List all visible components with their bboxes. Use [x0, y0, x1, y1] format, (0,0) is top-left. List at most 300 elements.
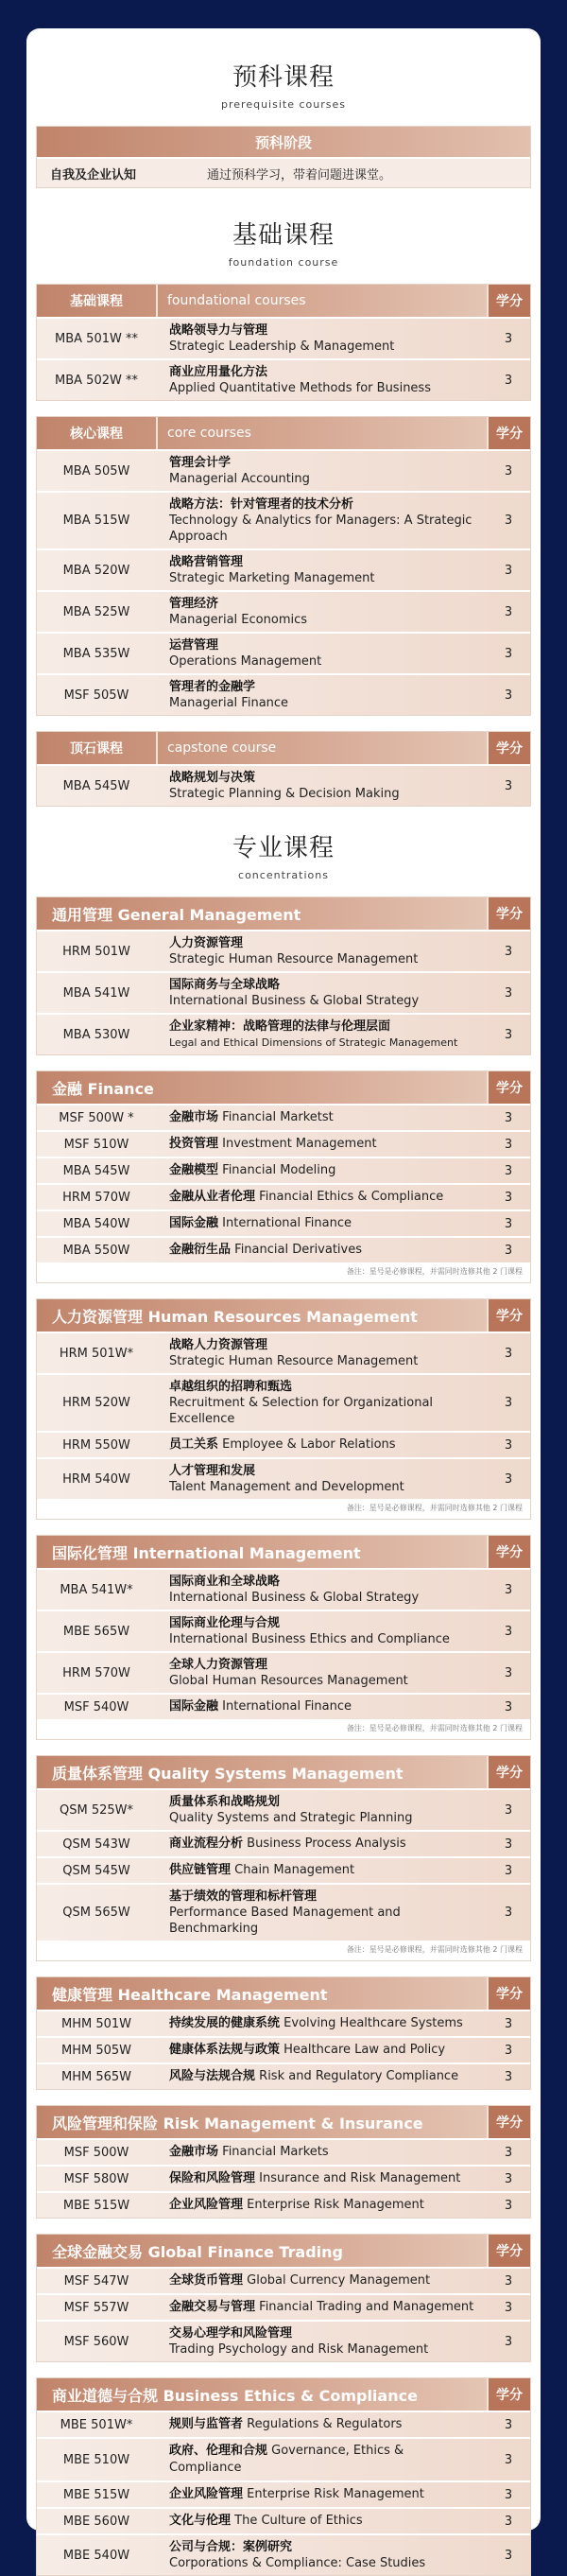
course-credit: 3	[504, 2198, 513, 2213]
course-row	[37, 1183, 530, 1210]
course-name	[156, 1885, 487, 1941]
course-row	[37, 548, 530, 590]
course-code: HRM 540W	[62, 1471, 130, 1487]
course-name	[156, 2269, 487, 2293]
course-title-en: Enterprise Risk Management	[247, 2487, 424, 2501]
course-row	[37, 1788, 530, 1830]
course-code: MBA 541W	[62, 985, 130, 1001]
table-note: 备注：星号是必修课程，并需同时选修其他 2 门课程	[37, 1941, 530, 1960]
course-title-zh: 战略方法：针对管理者的技术分析	[169, 497, 354, 512]
course-title-zh: 全球人力资源管理	[169, 1658, 268, 1672]
course-title-zh: 文化与伦理	[169, 2514, 232, 2528]
course-credit: 3	[504, 1699, 513, 1714]
course-title-line	[169, 2513, 479, 2530]
course-title-en: Corporations & Compliance: Case Studies	[169, 2556, 426, 2570]
course-row	[37, 2191, 530, 2218]
course-title-zh: 战略领导力与管理	[169, 323, 268, 338]
group-label: 风险管理和保险 Risk Management & Insurance	[52, 2114, 423, 2132]
course-title-en: Strategic Leadership & Management	[169, 339, 395, 354]
course-name	[156, 1790, 487, 1830]
course-code: QSM 543W	[62, 1836, 130, 1852]
table-note: 备注：星号是必修课程，并需同时选修其他 2 门课程	[37, 1719, 530, 1739]
group-label: capstone course	[156, 732, 487, 764]
course-title-en: Financial Markets	[222, 2145, 329, 2159]
course-credit: 3	[504, 2417, 513, 2432]
credit-header: 学分	[487, 2378, 530, 2411]
prereq-row-label: 自我及企业认知	[50, 167, 137, 183]
course-name	[156, 451, 487, 491]
course-code: MSF 580W	[63, 2171, 129, 2186]
course-name	[156, 1832, 487, 1856]
credit-header: 学分	[487, 1977, 530, 2010]
course-title-en: Evolving Healthcare Systems	[284, 2016, 463, 2030]
prereq-subtitle: prerequisite courses	[221, 98, 346, 111]
course-name	[156, 2038, 487, 2063]
course-title-line	[169, 1109, 479, 1126]
course-row	[37, 1830, 530, 1856]
course-credit: 3	[504, 1243, 513, 1258]
course-code: MHM 505W	[60, 2043, 131, 2058]
course-table	[36, 2377, 531, 2576]
course-code: MBA 550W	[62, 1243, 130, 1258]
course-title-en: Risk and Regulatory Compliance	[259, 2069, 459, 2083]
credit-header: 学分	[487, 285, 530, 317]
course-title-zh: 保险和风险管理	[169, 2171, 256, 2185]
course-name	[156, 675, 487, 715]
course-name	[156, 360, 487, 400]
course-credit: 3	[504, 1437, 513, 1453]
course-credit: 3	[504, 944, 513, 959]
course-credit: 3	[504, 1582, 513, 1597]
group-label: 通用管理 General Management	[52, 905, 301, 924]
course-credit: 3	[504, 1802, 513, 1818]
course-title-en: Strategic Human Resource Management	[169, 1354, 419, 1368]
course-title-zh: 商业流程分析	[169, 1836, 244, 1851]
course-title-line	[169, 2144, 479, 2161]
group-label: 人力资源管理 Human Resources Management	[52, 1307, 418, 1326]
credit-header: 学分	[487, 2235, 530, 2267]
course-credit: 3	[504, 2452, 513, 2467]
foundation-title: 基础课程	[232, 221, 335, 250]
course-credit: 3	[504, 1137, 513, 1152]
table-header	[37, 1071, 530, 1104]
course-code: MBA 545W	[62, 1163, 130, 1178]
course-row	[37, 317, 530, 358]
course-row	[37, 1104, 530, 1130]
course-title-zh: 供应链管理	[169, 1863, 232, 1877]
course-code: MBA 545W	[62, 778, 130, 793]
group-label: 质量体系管理 Quality Systems Management	[52, 1764, 404, 1783]
course-credit: 3	[504, 1027, 513, 1042]
course-name	[156, 2509, 487, 2533]
course-title-zh: 国际金融	[169, 1699, 219, 1714]
course-row	[37, 2036, 530, 2063]
course-title-zh: 健康体系法规与政策	[169, 2043, 281, 2057]
course-title-en: Managerial Accounting	[169, 472, 310, 486]
course-title-line	[169, 1698, 479, 1715]
course-title-zh: 国际金融	[169, 1216, 219, 1230]
course-credit: 3	[504, 2043, 513, 2058]
course-row	[37, 2063, 530, 2089]
course-title-line	[169, 1215, 479, 1232]
course-credit: 3	[504, 1163, 513, 1178]
table-header	[37, 2106, 530, 2138]
course-title-zh: 管理者的金融学	[169, 680, 256, 694]
course-row	[37, 2480, 530, 2507]
course-title-zh: 质量体系和战略规划	[169, 1795, 281, 1809]
prereq-title: 预科课程	[232, 63, 335, 92]
course-title-line	[169, 2042, 479, 2059]
course-name	[156, 2322, 487, 2361]
course-row	[37, 764, 530, 806]
course-credit: 3	[504, 1624, 513, 1639]
course-credit: 3	[504, 1665, 513, 1680]
course-credit: 3	[504, 331, 513, 346]
table-header	[37, 1977, 530, 2010]
course-title-zh: 全球货币管理	[169, 2273, 244, 2288]
course-title-en: The Culture of Ethics	[234, 2514, 363, 2528]
course-code: MSF 540W	[63, 1699, 129, 1714]
course-name	[156, 2064, 487, 2089]
course-code: MBA 502W **	[55, 373, 138, 388]
course-row	[37, 358, 530, 400]
course-title-zh: 运营管理	[169, 638, 219, 653]
course-title-en: Financial Trading and Management	[259, 2300, 474, 2314]
course-title-en: Global Human Resources Management	[169, 1674, 408, 1688]
course-row	[37, 1568, 530, 1610]
course-code: MBA 515W	[62, 513, 130, 528]
course-name	[156, 1015, 487, 1054]
course-title-line	[169, 2416, 479, 2433]
table-note: 备注：星号是必修课程，并需同时选修其他 2 门课程	[37, 1262, 530, 1282]
group-label: 金融 Finance	[52, 1079, 154, 1098]
course-code: HRM 520W	[62, 1396, 130, 1410]
course-title-line	[169, 2443, 479, 2477]
course-table	[36, 1755, 531, 1961]
course-title-en: Investment Management	[222, 1137, 377, 1151]
course-table	[36, 1976, 531, 2090]
curriculum-card	[26, 28, 541, 2570]
course-name	[156, 1185, 487, 1210]
course-credit: 3	[504, 2334, 513, 2349]
course-title-zh: 规则与监管者	[169, 2417, 244, 2431]
group-label: foundational courses	[156, 285, 487, 317]
course-code: MBE 515W	[62, 2487, 130, 2502]
course-title-en: Financial Ethics & Compliance	[259, 1190, 444, 1204]
course-code: MSF 560W	[63, 2334, 129, 2349]
course-title-en: Regulations & Regulators	[247, 2417, 403, 2431]
course-row	[37, 1157, 530, 1183]
course-table	[36, 416, 531, 716]
course-row	[37, 1651, 530, 1693]
course-title-line	[169, 1436, 479, 1453]
table-note: 备注：星号是必修课程，并需同时选修其他 2 门课程	[37, 1499, 530, 1519]
course-row	[37, 1431, 530, 1457]
course-code: MBA 520W	[62, 563, 130, 578]
course-title-zh: 金融模型	[169, 1163, 219, 1177]
course-name	[156, 1858, 487, 1883]
group-code: 核心课程	[70, 426, 123, 442]
course-row	[37, 2533, 530, 2575]
course-table	[36, 731, 531, 807]
concentrations-subtitle: concentrations	[238, 869, 329, 881]
course-credit: 3	[504, 563, 513, 578]
course-row	[37, 2165, 530, 2191]
group-label: 国际化管理 International Management	[52, 1543, 361, 1562]
course-title-en: Healthcare Law and Policy	[284, 2043, 446, 2057]
course-title-line	[169, 1242, 479, 1259]
course-title-line	[169, 1136, 479, 1153]
course-name	[156, 2482, 487, 2507]
course-name	[156, 1570, 487, 1610]
course-row	[37, 2507, 530, 2533]
course-credit: 3	[504, 463, 513, 479]
course-title-en: Financial Modeling	[222, 1163, 336, 1177]
course-title-zh: 公司与合规：案例研究	[169, 2540, 293, 2554]
course-table	[36, 2234, 531, 2362]
course-table	[36, 1070, 531, 1283]
course-name	[156, 2535, 487, 2575]
course-name	[156, 2140, 487, 2165]
course-title-zh: 人力资源管理	[169, 936, 244, 950]
course-name	[156, 493, 487, 548]
course-title-zh: 企业风险管理	[169, 2198, 244, 2212]
course-name	[156, 1105, 487, 1130]
course-credit: 3	[504, 1396, 513, 1410]
prereq-table	[36, 126, 531, 188]
table-header	[37, 1299, 530, 1332]
credit-header: 学分	[487, 897, 530, 930]
course-table	[36, 1298, 531, 1520]
course-code: MBA 501W **	[55, 331, 138, 346]
credit-header: 学分	[487, 2106, 530, 2138]
table-header	[37, 1756, 530, 1788]
group-label: 商业道德与合规 Business Ethics & Compliance	[52, 2386, 418, 2405]
course-row	[37, 2138, 530, 2165]
course-title-line	[169, 2272, 479, 2289]
course-name	[156, 2193, 487, 2218]
course-code: MBA 530W	[62, 1027, 130, 1042]
course-row	[37, 1373, 530, 1431]
course-code: MBE 540W	[62, 2548, 130, 2563]
course-title-zh: 金融市场	[169, 1110, 219, 1124]
course-credit: 3	[504, 646, 513, 661]
course-title-en: Global Currency Management	[247, 2273, 431, 2288]
table-header	[37, 285, 530, 317]
course-row	[37, 1610, 530, 1651]
course-credit: 3	[504, 985, 513, 1001]
course-name	[156, 319, 487, 358]
course-code: HRM 501W*	[59, 1346, 134, 1361]
course-title-en: Governance, Ethics & Compliance	[169, 2444, 404, 2475]
course-row	[37, 1883, 530, 1941]
course-name	[156, 2011, 487, 2036]
course-row	[37, 1013, 530, 1054]
course-row	[37, 1457, 530, 1499]
course-credit: 3	[504, 2548, 513, 2563]
course-name	[156, 1375, 487, 1431]
table-header	[37, 2378, 530, 2411]
course-credit: 3	[504, 688, 513, 703]
course-title-en: Chain Management	[234, 1863, 355, 1877]
course-name	[156, 2439, 487, 2480]
course-code: MBA 541W*	[60, 1582, 133, 1597]
course-credit: 3	[504, 2171, 513, 2186]
course-title-en: Strategic Human Resource Management	[169, 952, 419, 966]
course-title-en: Trading Psychology and Risk Management	[169, 2342, 429, 2357]
course-title-en: Technology & Analytics for Managers: A Strategic Approach	[169, 513, 472, 544]
course-credit: 3	[504, 2514, 513, 2529]
course-code: HRM 501W	[62, 944, 130, 959]
course-row	[37, 1332, 530, 1373]
course-title-zh: 企业风险管理	[169, 2487, 244, 2501]
course-title-zh: 国际商业伦理与合规	[169, 1616, 281, 1630]
course-credit: 3	[504, 1190, 513, 1205]
course-name	[156, 2167, 487, 2191]
table-header	[37, 2235, 530, 2267]
course-name	[156, 931, 487, 971]
table-header	[37, 417, 530, 449]
course-credit: 3	[504, 513, 513, 528]
course-credit: 3	[504, 2300, 513, 2315]
course-row	[37, 971, 530, 1013]
course-row	[37, 930, 530, 971]
table-header	[37, 897, 530, 930]
course-credit: 3	[504, 1863, 513, 1878]
course-title-zh: 国际商务与全球战略	[169, 978, 281, 992]
course-title-line	[169, 1162, 479, 1179]
course-title-en: Managerial Finance	[169, 696, 289, 710]
course-table	[36, 284, 531, 401]
course-title-zh: 企业家精神：战略管理的法律与伦理层面	[169, 1019, 391, 1034]
course-credit: 3	[504, 2069, 513, 2084]
course-name	[156, 973, 487, 1013]
course-title-zh: 持续发展的健康系统	[169, 2016, 281, 2030]
course-title-en: Strategic Planning & Decision Making	[169, 787, 400, 801]
course-title-zh: 卓越组织的招聘和甄选	[169, 1380, 293, 1394]
course-code: MSF 505W	[63, 688, 129, 703]
group-code: 基础课程	[70, 294, 123, 309]
course-title-en: International Finance	[222, 1699, 352, 1714]
course-code: MBE 565W	[62, 1624, 130, 1639]
course-code: MSF 500W *	[59, 1110, 134, 1125]
group-label: core courses	[156, 417, 487, 449]
course-code: MBA 540W	[62, 1216, 130, 1231]
course-name	[156, 1653, 487, 1693]
course-credit: 3	[504, 2016, 513, 2031]
course-row	[37, 1236, 530, 1262]
course-credit: 3	[504, 1346, 513, 1361]
table-header	[37, 732, 530, 764]
course-code: MBE 560W	[62, 2514, 130, 2529]
course-name	[156, 1695, 487, 1719]
course-title-zh: 商业应用量化方法	[169, 365, 268, 379]
course-title-en: Quality Systems and Strategic Planning	[169, 1811, 413, 1825]
course-code: MBE 501W*	[60, 2417, 133, 2432]
course-name	[156, 1158, 487, 1183]
course-code: MSF 510W	[63, 1137, 129, 1152]
course-title-en: International Finance	[222, 1216, 352, 1230]
course-title-zh: 战略营销管理	[169, 555, 244, 569]
course-name	[156, 1611, 487, 1651]
course-code: MHM 501W	[60, 2016, 131, 2031]
course-title-en: Recruitment & Selection for Organizational Excellence	[169, 1396, 434, 1426]
course-credit: 3	[504, 604, 513, 619]
course-code: HRM 570W	[62, 1190, 130, 1205]
course-name	[156, 1238, 487, 1262]
course-title-line	[169, 1862, 479, 1879]
course-code: QSM 545W	[62, 1863, 130, 1878]
course-title-zh: 金融从业者伦理	[169, 1190, 256, 1204]
course-table	[36, 2105, 531, 2219]
group-label: 全球金融交易 Global Finance Trading	[52, 2242, 344, 2261]
concentrations-title: 专业课程	[232, 834, 335, 862]
course-name	[156, 1132, 487, 1157]
foundation-subtitle: foundation course	[228, 256, 339, 269]
group-label: 健康管理 Healthcare Management	[52, 1985, 328, 2004]
course-name	[156, 592, 487, 632]
course-credit: 3	[504, 2273, 513, 2289]
course-title-line	[169, 2299, 479, 2316]
course-title-en: Employee & Labor Relations	[222, 1437, 396, 1452]
course-name	[156, 1333, 487, 1373]
course-title-zh: 战略人力资源管理	[169, 1338, 268, 1352]
course-title-en: International Business Ethics and Compliance	[169, 1632, 450, 1646]
course-title-zh: 金融市场	[169, 2145, 219, 2159]
course-code: MBA 505W	[62, 463, 130, 479]
group-code: 顶石课程	[70, 741, 123, 757]
credit-header: 学分	[487, 1756, 530, 1788]
course-title-en: Financial Marketst	[222, 1110, 334, 1124]
course-title-line	[169, 2015, 479, 2032]
course-title-en: Managerial Economics	[169, 613, 308, 627]
course-code: MBA 525W	[62, 604, 130, 619]
course-title-en: Operations Management	[169, 654, 322, 669]
course-title-zh: 基于绩效的管理和标杆管理	[169, 1889, 318, 1904]
course-title-zh: 管理会计学	[169, 456, 232, 470]
course-name	[156, 1433, 487, 1457]
foundation-groups	[36, 284, 531, 807]
course-title-en: Strategic Marketing Management	[169, 571, 375, 585]
course-row	[37, 491, 530, 548]
course-table	[36, 1535, 531, 1740]
course-title-line	[169, 1836, 479, 1853]
course-table	[36, 896, 531, 1055]
course-code: QSM 525W*	[60, 1802, 133, 1818]
course-code: MSF 500W	[63, 2145, 129, 2160]
course-credit: 3	[504, 1906, 513, 1920]
course-title-line	[169, 2068, 479, 2085]
course-name	[156, 1211, 487, 1236]
course-row	[37, 1856, 530, 1883]
prereq-row-text: 通过预科学习，带着问题进课堂。	[207, 167, 392, 183]
course-name	[156, 550, 487, 590]
credit-header: 学分	[487, 417, 530, 449]
credit-header: 学分	[487, 1536, 530, 1568]
course-row	[37, 2293, 530, 2320]
course-credit: 3	[504, 1471, 513, 1487]
course-title-en: Talent Management and Development	[169, 1480, 404, 1494]
course-title-zh: 金融衍生品	[169, 1243, 232, 1257]
course-title-zh: 交易心理学和风险管理	[169, 2326, 293, 2341]
course-title-en: International Business & Global Strategy	[169, 994, 420, 1008]
course-code: HRM 570W	[62, 1665, 130, 1680]
course-title-zh: 管理经济	[169, 597, 219, 611]
course-row	[37, 1130, 530, 1157]
course-row	[37, 632, 530, 673]
course-row	[37, 449, 530, 491]
course-title-zh: 员工关系	[169, 1437, 219, 1452]
